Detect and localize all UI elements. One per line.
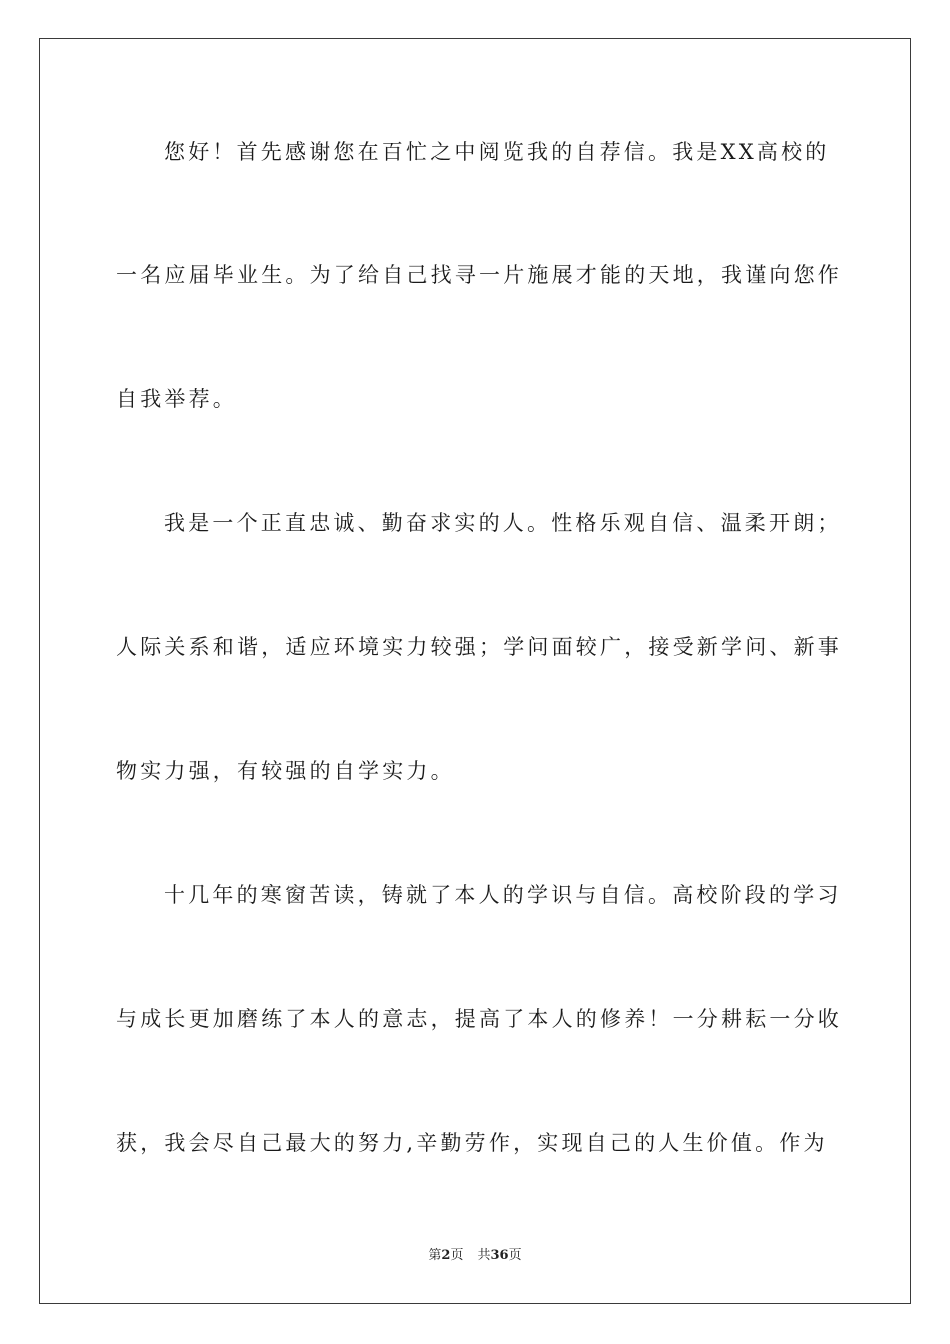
page-number: 2 [441, 1248, 451, 1263]
total-prefix: 共 [477, 1248, 491, 1263]
paragraph-2-line-1: 我是一个正直忠诚、勤奋求实的人。性格乐观自信、温柔开朗； [164, 511, 842, 535]
paragraph-3-line-3: 获，我会尽自己最大的努力,辛勤劳作，实现自己的人生价值。作为 [116, 1131, 828, 1155]
paragraph-3-line-2: 与成长更加磨练了本人的意志，提高了本人的修养！一分耕耘一分收 [116, 1007, 842, 1031]
paragraph-3-line-1: 十几年的寒窗苦读，铸就了本人的学识与自信。高校阶段的学习 [164, 883, 842, 907]
total-suffix: 页 [508, 1248, 522, 1263]
page-suffix: 页 [450, 1248, 464, 1263]
total-pages: 36 [490, 1248, 509, 1263]
page-footer [0, 1247, 950, 1265]
paragraph-1-line-1: 您好！首先感谢您在百忙之中阅览我的自荐信。我是XX高校的 [164, 140, 830, 164]
paragraph-1-line-2: 一名应届毕业生。为了给自己找寻一片施展才能的天地，我谨向您作 [116, 263, 842, 287]
page-border [39, 38, 911, 1304]
page-prefix: 第 [428, 1248, 442, 1263]
paragraph-2-line-3: 物实力强，有较强的自学实力。 [116, 759, 455, 783]
paragraph-2-line-2: 人际关系和谐，适应环境实力较强；学问面较广，接受新学问、新事 [116, 635, 842, 659]
paragraph-1-line-3: 自我举荐。 [116, 387, 237, 411]
